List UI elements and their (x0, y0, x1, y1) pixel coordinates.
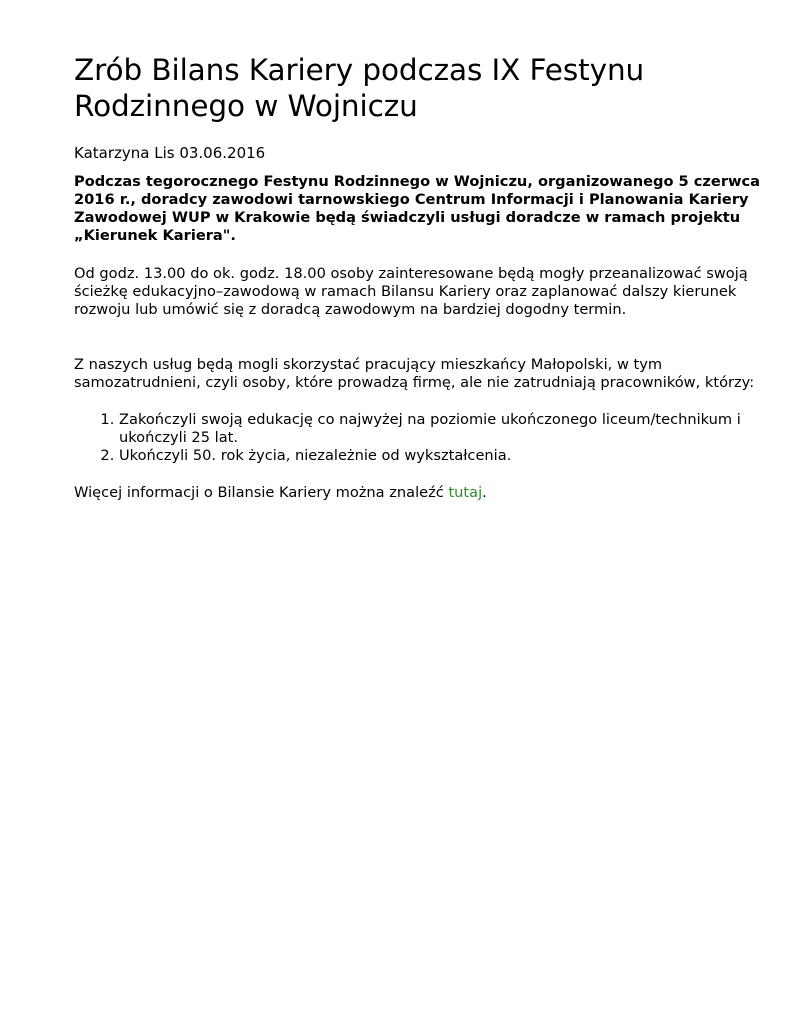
article-title: Zrób Bilans Kariery podczas IX Festynu Rodzinnego w Wojniczu (74, 53, 645, 123)
more-info-suffix: . (482, 484, 487, 501)
author-date: Katarzyna Lis 03.06.2016 (74, 144, 266, 162)
paragraph-eligibility: Z naszych usług będą mogli skorzystać pracujący mieszkańcy Małopolski, w tym samozatrudnieni, czyli osoby, które prowadzą firmę, ale nie zatrudniają pracowników, którzy: (74, 356, 755, 391)
more-info (74, 484, 764, 502)
list-item: 1. Zakończyli swoją edukację co najwyżej na poziomie ukończonego liceum/technikum i ukończyli 25 lat. (119, 411, 764, 447)
list-item: 2. Ukończyli 50. rok życia, niezależnie od wykształcenia. (119, 447, 764, 465)
more-info-prefix: Więcej informacji o Bilansie Kariery można znaleźć (74, 484, 449, 501)
eligibility-list (74, 411, 764, 465)
article-lead: Podczas tegorocznego Festynu Rodzinnego w Wojniczu, organizowanego 5 czerwca 2016 r., doradcy zawodowi tarnowskiego Centrum Informacji i Planowania Kariery Zawodowej WUP w Krakowie będą świadczyli usługi doradcze w ramach projektu „Kierunek Kariera". (74, 173, 761, 244)
article (74, 52, 764, 502)
paragraph-hours: Od godz. 13.00 do ok. godz. 18.00 osoby zainteresowane będą mogły przeanalizować swoją ścieżkę edukacyjno–zawodową w ramach Bilansu Kariery oraz zaplanować dalszy kierunek rozwoju lub umówić się z doradcą zawodowym na bardziej dogodny termin. (74, 265, 748, 318)
more-info-link[interactable]: tutaj (448, 484, 483, 501)
